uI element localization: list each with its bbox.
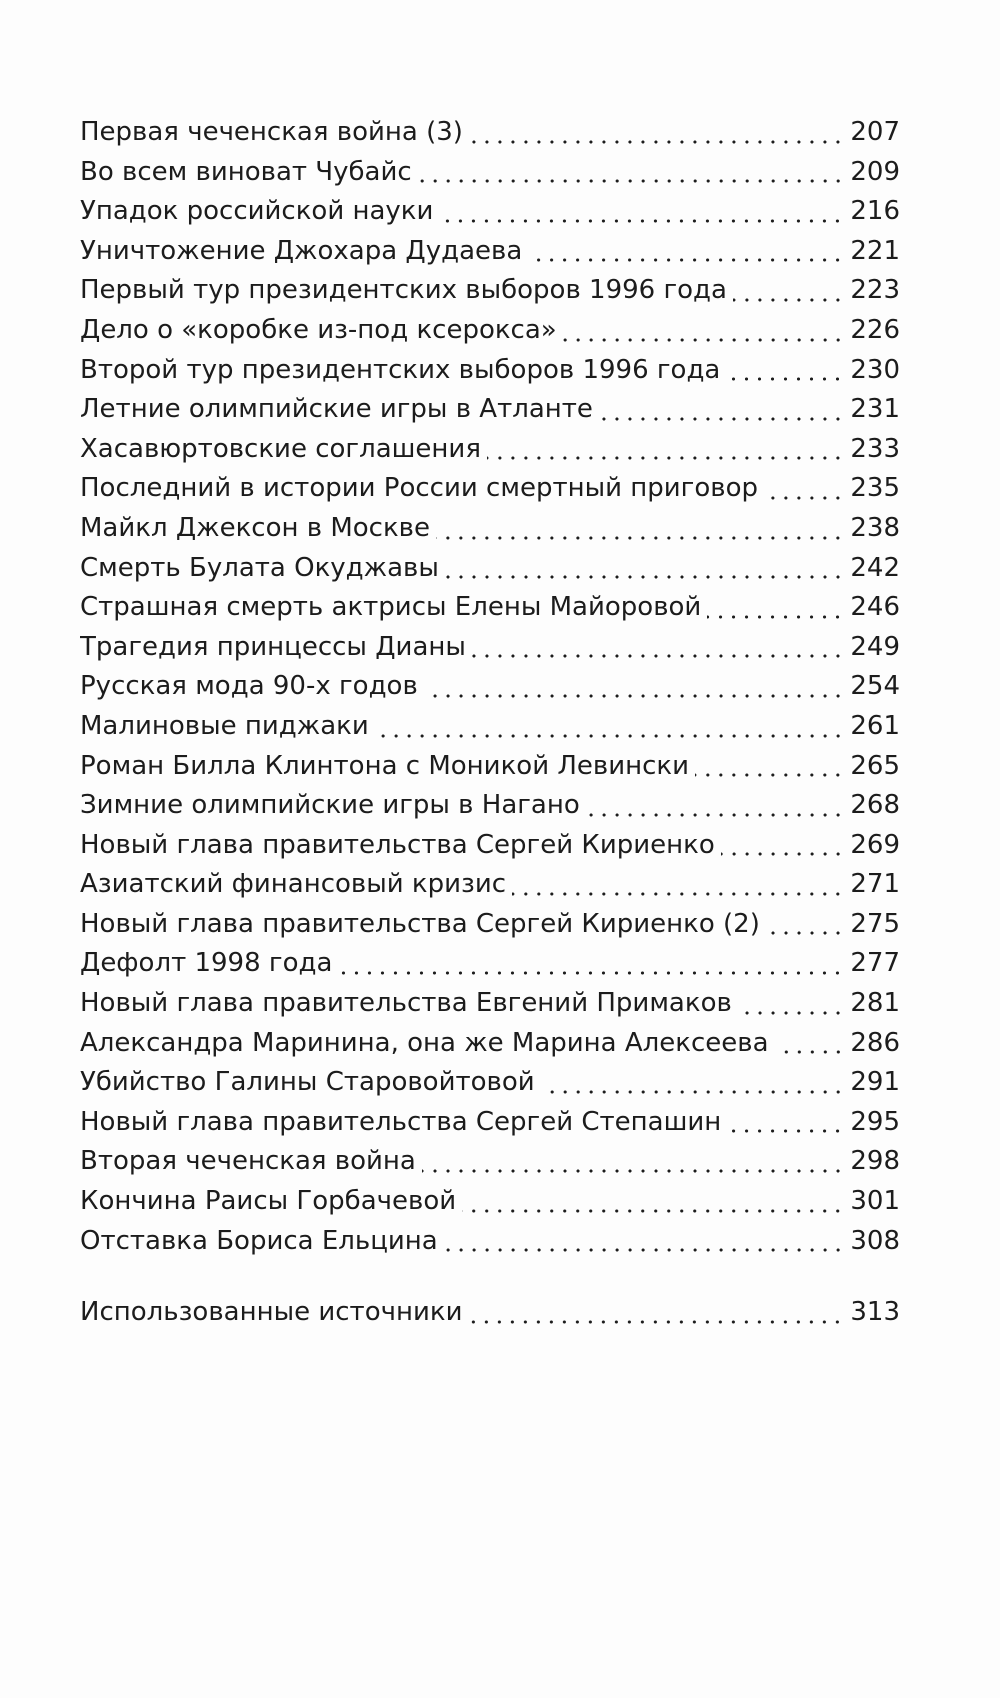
toc-entry <box>80 549 900 589</box>
toc-entry-title: Зимние олимпийские игры в Нагано <box>80 790 580 821</box>
toc-entry <box>80 667 900 707</box>
toc-entry <box>80 1222 900 1262</box>
dot-leader <box>468 1299 844 1325</box>
toc-entry-page: 207 <box>850 117 900 147</box>
toc-entry-page: 268 <box>850 790 900 821</box>
toc-entry-page: 246 <box>850 592 900 623</box>
toc-entry-title: Во всем виноват Чубайс <box>80 156 412 187</box>
dot-leader <box>727 1108 844 1134</box>
toc-entry <box>80 311 900 351</box>
dot-leader <box>541 1069 845 1095</box>
toc-entry-page: 291 <box>850 1067 900 1098</box>
dot-leader <box>462 1188 844 1214</box>
toc-entry <box>80 628 900 668</box>
toc-entry <box>80 430 900 470</box>
dot-leader <box>375 713 845 739</box>
toc-entry-title: Майкл Джексон в Москве <box>80 512 430 543</box>
dot-leader <box>733 277 844 303</box>
toc-entry <box>80 707 900 747</box>
toc-entry-page: 238 <box>850 512 900 543</box>
toc-entry <box>80 588 900 628</box>
toc-entry-title: Новый глава правительства Евгений Примаков <box>80 988 732 1019</box>
dot-leader <box>563 317 845 343</box>
toc-entry <box>80 469 900 509</box>
dot-leader <box>528 237 844 263</box>
toc-entry-page: 226 <box>850 314 900 345</box>
toc-entry-title: Трагедия принцессы Дианы <box>80 631 466 662</box>
toc-entry-page: 233 <box>850 433 900 464</box>
dot-leader <box>487 435 844 461</box>
toc-entry-title: Роман Билла Клинтона с Моникой Левински <box>80 750 690 781</box>
dot-leader <box>512 871 844 897</box>
dot-leader <box>599 396 844 422</box>
toc-entry-title: Новый глава правительства Сергей Степашин <box>80 1106 722 1137</box>
toc-entry-title: Летние олимпийские игры в Атланте <box>80 394 593 425</box>
toc-entry-title: Кончина Раисы Горбачевой <box>80 1186 457 1217</box>
toc-entry-page: 286 <box>850 1027 900 1058</box>
toc-entry-title: Первый тур президентских выборов 1996 года <box>80 275 727 306</box>
toc-entry-page: 269 <box>850 829 900 860</box>
toc-entry-page: 308 <box>850 1225 900 1256</box>
toc-entry <box>80 153 900 193</box>
toc-entry-title: Вторая чеченская война <box>80 1146 416 1177</box>
toc-entry-title: Малиновые пиджаки <box>80 710 369 741</box>
toc-entry <box>80 865 900 905</box>
toc-entry-page: 265 <box>850 750 900 781</box>
dot-leader <box>469 119 844 145</box>
toc-entry <box>80 1103 900 1143</box>
toc-entry-title: Второй тур президентских выборов 1996 года <box>80 354 721 385</box>
toc-entry <box>80 1142 900 1182</box>
toc-entry-title: Убийство Галины Старовойтовой <box>80 1067 535 1098</box>
toc-entry <box>80 1182 900 1222</box>
dot-leader <box>439 198 844 224</box>
dot-leader <box>424 673 845 699</box>
toc-entry-title: Дело о «коробке из-под ксерокса» <box>80 314 557 345</box>
toc-entry-sources <box>80 1293 900 1333</box>
toc-entry-title: Хасавюртовские соглашения <box>80 433 481 464</box>
toc-entry <box>80 786 900 826</box>
dot-leader <box>738 990 845 1016</box>
toc-entry <box>80 390 900 430</box>
toc-entry <box>80 509 900 549</box>
toc-entry-page: 295 <box>850 1106 900 1137</box>
dot-leader <box>445 554 845 580</box>
dot-leader <box>586 792 845 818</box>
toc-entry-title: Уничтожение Джохара Дудаева <box>80 235 523 266</box>
toc-entry-page: 281 <box>850 988 900 1019</box>
toc-entry-page: 261 <box>850 710 900 741</box>
dot-leader <box>764 475 844 501</box>
toc-entry-title: Использованные источники <box>80 1297 463 1328</box>
toc-entry <box>80 351 900 391</box>
toc-entry-page: 231 <box>850 394 900 425</box>
toc-entry-page: 223 <box>850 275 900 306</box>
toc-entry-page: 235 <box>850 473 900 504</box>
toc-entry-title: Александра Маринина, она же Марина Алексеева <box>80 1027 769 1058</box>
toc-entry <box>80 905 900 945</box>
toc-entry <box>80 192 900 232</box>
toc-entry-page: 271 <box>850 869 900 900</box>
toc-list <box>80 113 900 1261</box>
table-of-contents <box>80 113 900 1333</box>
dot-leader <box>766 910 845 936</box>
toc-entry-title: Азиатский финансовый кризис <box>80 869 507 900</box>
toc-entry-page: 216 <box>850 196 900 227</box>
dot-leader <box>721 831 845 857</box>
toc-entry-page: 301 <box>850 1186 900 1217</box>
dot-leader <box>338 950 844 976</box>
toc-entry-page: 313 <box>850 1297 900 1328</box>
toc-entry <box>80 1063 900 1103</box>
toc-entry <box>80 747 900 787</box>
toc-entry-page: 275 <box>850 908 900 939</box>
toc-entry-title: Отставка Бориса Ельцина <box>80 1225 438 1256</box>
toc-entry <box>80 271 900 311</box>
toc-entry <box>80 1024 900 1064</box>
toc-entry-title: Новый глава правительства Сергей Кириенко (2) <box>80 908 760 939</box>
dot-leader <box>422 1148 845 1174</box>
toc-entry-title: Русская мода 90-х годов <box>80 671 418 702</box>
dot-leader <box>444 1227 845 1253</box>
dot-leader <box>472 633 844 659</box>
toc-entry-title: Дефолт 1998 года <box>80 948 333 979</box>
toc-entry-page: 230 <box>850 354 900 385</box>
toc-entry-title: Страшная смерть актрисы Елены Майоровой <box>80 592 702 623</box>
toc-entry-page: 242 <box>850 552 900 583</box>
toc-entry-title: Новый глава правительства Сергей Кириенко <box>80 829 715 860</box>
toc-entry-title: Упадок российской науки <box>80 196 434 227</box>
toc-entry-title: Смерть Булата Окуджавы <box>80 552 439 583</box>
toc-entry-page: 209 <box>850 156 900 187</box>
dot-leader <box>726 356 844 382</box>
dot-leader <box>775 1029 845 1055</box>
toc-entry-title: Последний в истории России смертный приговор <box>80 473 758 504</box>
toc-entry <box>80 232 900 272</box>
dot-leader <box>418 158 845 184</box>
toc-entry <box>80 984 900 1024</box>
dot-leader <box>707 594 844 620</box>
dot-leader <box>695 752 844 778</box>
toc-entry-page: 221 <box>850 235 900 266</box>
toc-entry <box>80 944 900 984</box>
toc-entry <box>80 826 900 866</box>
toc-entry-page: 277 <box>850 948 900 979</box>
toc-entry-page: 249 <box>850 631 900 662</box>
toc-entry <box>80 113 900 153</box>
toc-entry-page: 298 <box>850 1146 900 1177</box>
toc-entry-page: 254 <box>850 671 900 702</box>
toc-entry-title: Первая чеченская война (3) <box>80 117 463 147</box>
dot-leader <box>436 515 844 541</box>
